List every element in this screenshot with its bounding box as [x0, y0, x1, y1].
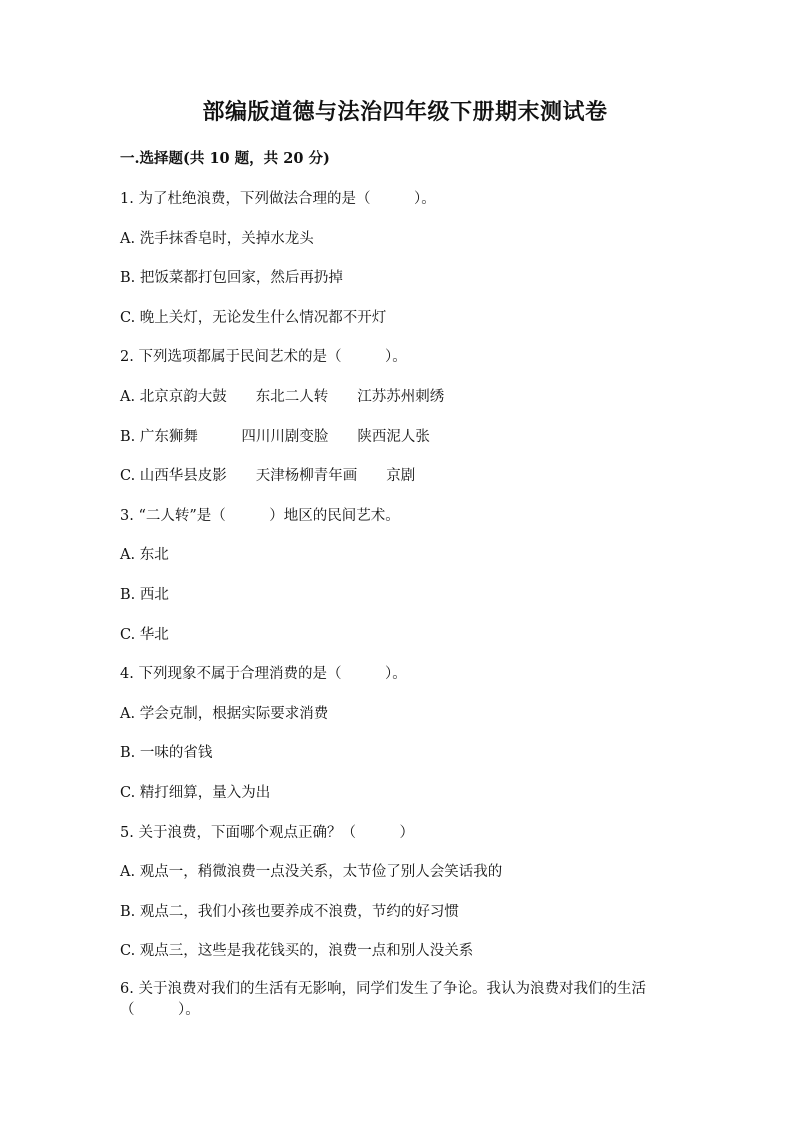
option-c: C. 观点三，这些是我花钱买的，浪费一点和别人没关系 — [120, 943, 474, 960]
question-stem: 2. 下列选项都属于民间艺术的是（ ）。 — [120, 349, 407, 366]
question-3 — [120, 504, 690, 647]
option-c: C. 山西华县皮影 天津杨柳青年画 京剧 — [120, 468, 416, 485]
option-b: B. 把饭菜都打包回家，然后再扔掉 — [120, 270, 343, 287]
option-b: B. 一味的省钱 — [120, 745, 213, 762]
option-b: B. 西北 — [120, 586, 169, 603]
question-stem: 5. 关于浪费，下面哪个观点正确？（ ） — [120, 824, 414, 841]
option-b: B. 广东狮舞 四川川剧变脸 陕西泥人张 — [120, 428, 430, 445]
question-6 — [120, 979, 690, 1021]
question-stem: 4. 下列现象不属于合理消费的是（ ）。 — [120, 666, 407, 683]
question-2 — [120, 345, 690, 488]
question-4 — [120, 662, 690, 805]
option-b: B. 观点二，我们小孩也要养成不浪费，节约的好习惯 — [120, 903, 459, 920]
option-a: A. 洗手抹香皂时，关掉水龙头 — [120, 230, 314, 247]
option-c: C. 晚上关灯，无论发生什么情况都不开灯 — [120, 309, 387, 326]
question-stem: 3. “二人转”是（ ）地区的民间艺术。 — [120, 507, 400, 524]
question-list — [120, 187, 690, 1021]
option-c: C. 华北 — [120, 626, 169, 643]
page-title: 部编版道德与法治四年级下册期末测试卷 — [202, 99, 608, 125]
question-5 — [120, 821, 690, 964]
option-a: A. 东北 — [120, 547, 169, 564]
question-1 — [120, 187, 690, 330]
section-heading: 一.选择题(共 10 题，共 20 分) — [120, 150, 330, 167]
option-a: A. 观点一，稍微浪费一点没关系，太节俭了别人会笑话我的 — [120, 864, 503, 881]
question-stem: 6. 关于浪费对我们的生活有无影响，同学们发生了争论。我认为浪费对我们的生活（ ）。 — [120, 980, 646, 1018]
option-c: C. 精打细算，量入为出 — [120, 784, 271, 801]
option-a: A. 学会克制，根据实际要求消费 — [120, 705, 329, 722]
option-a: A. 北京京韵大鼓 东北二人转 江苏苏州刺绣 — [120, 388, 445, 405]
question-stem: 1. 为了杜绝浪费，下列做法合理的是（ ）。 — [120, 191, 436, 207]
